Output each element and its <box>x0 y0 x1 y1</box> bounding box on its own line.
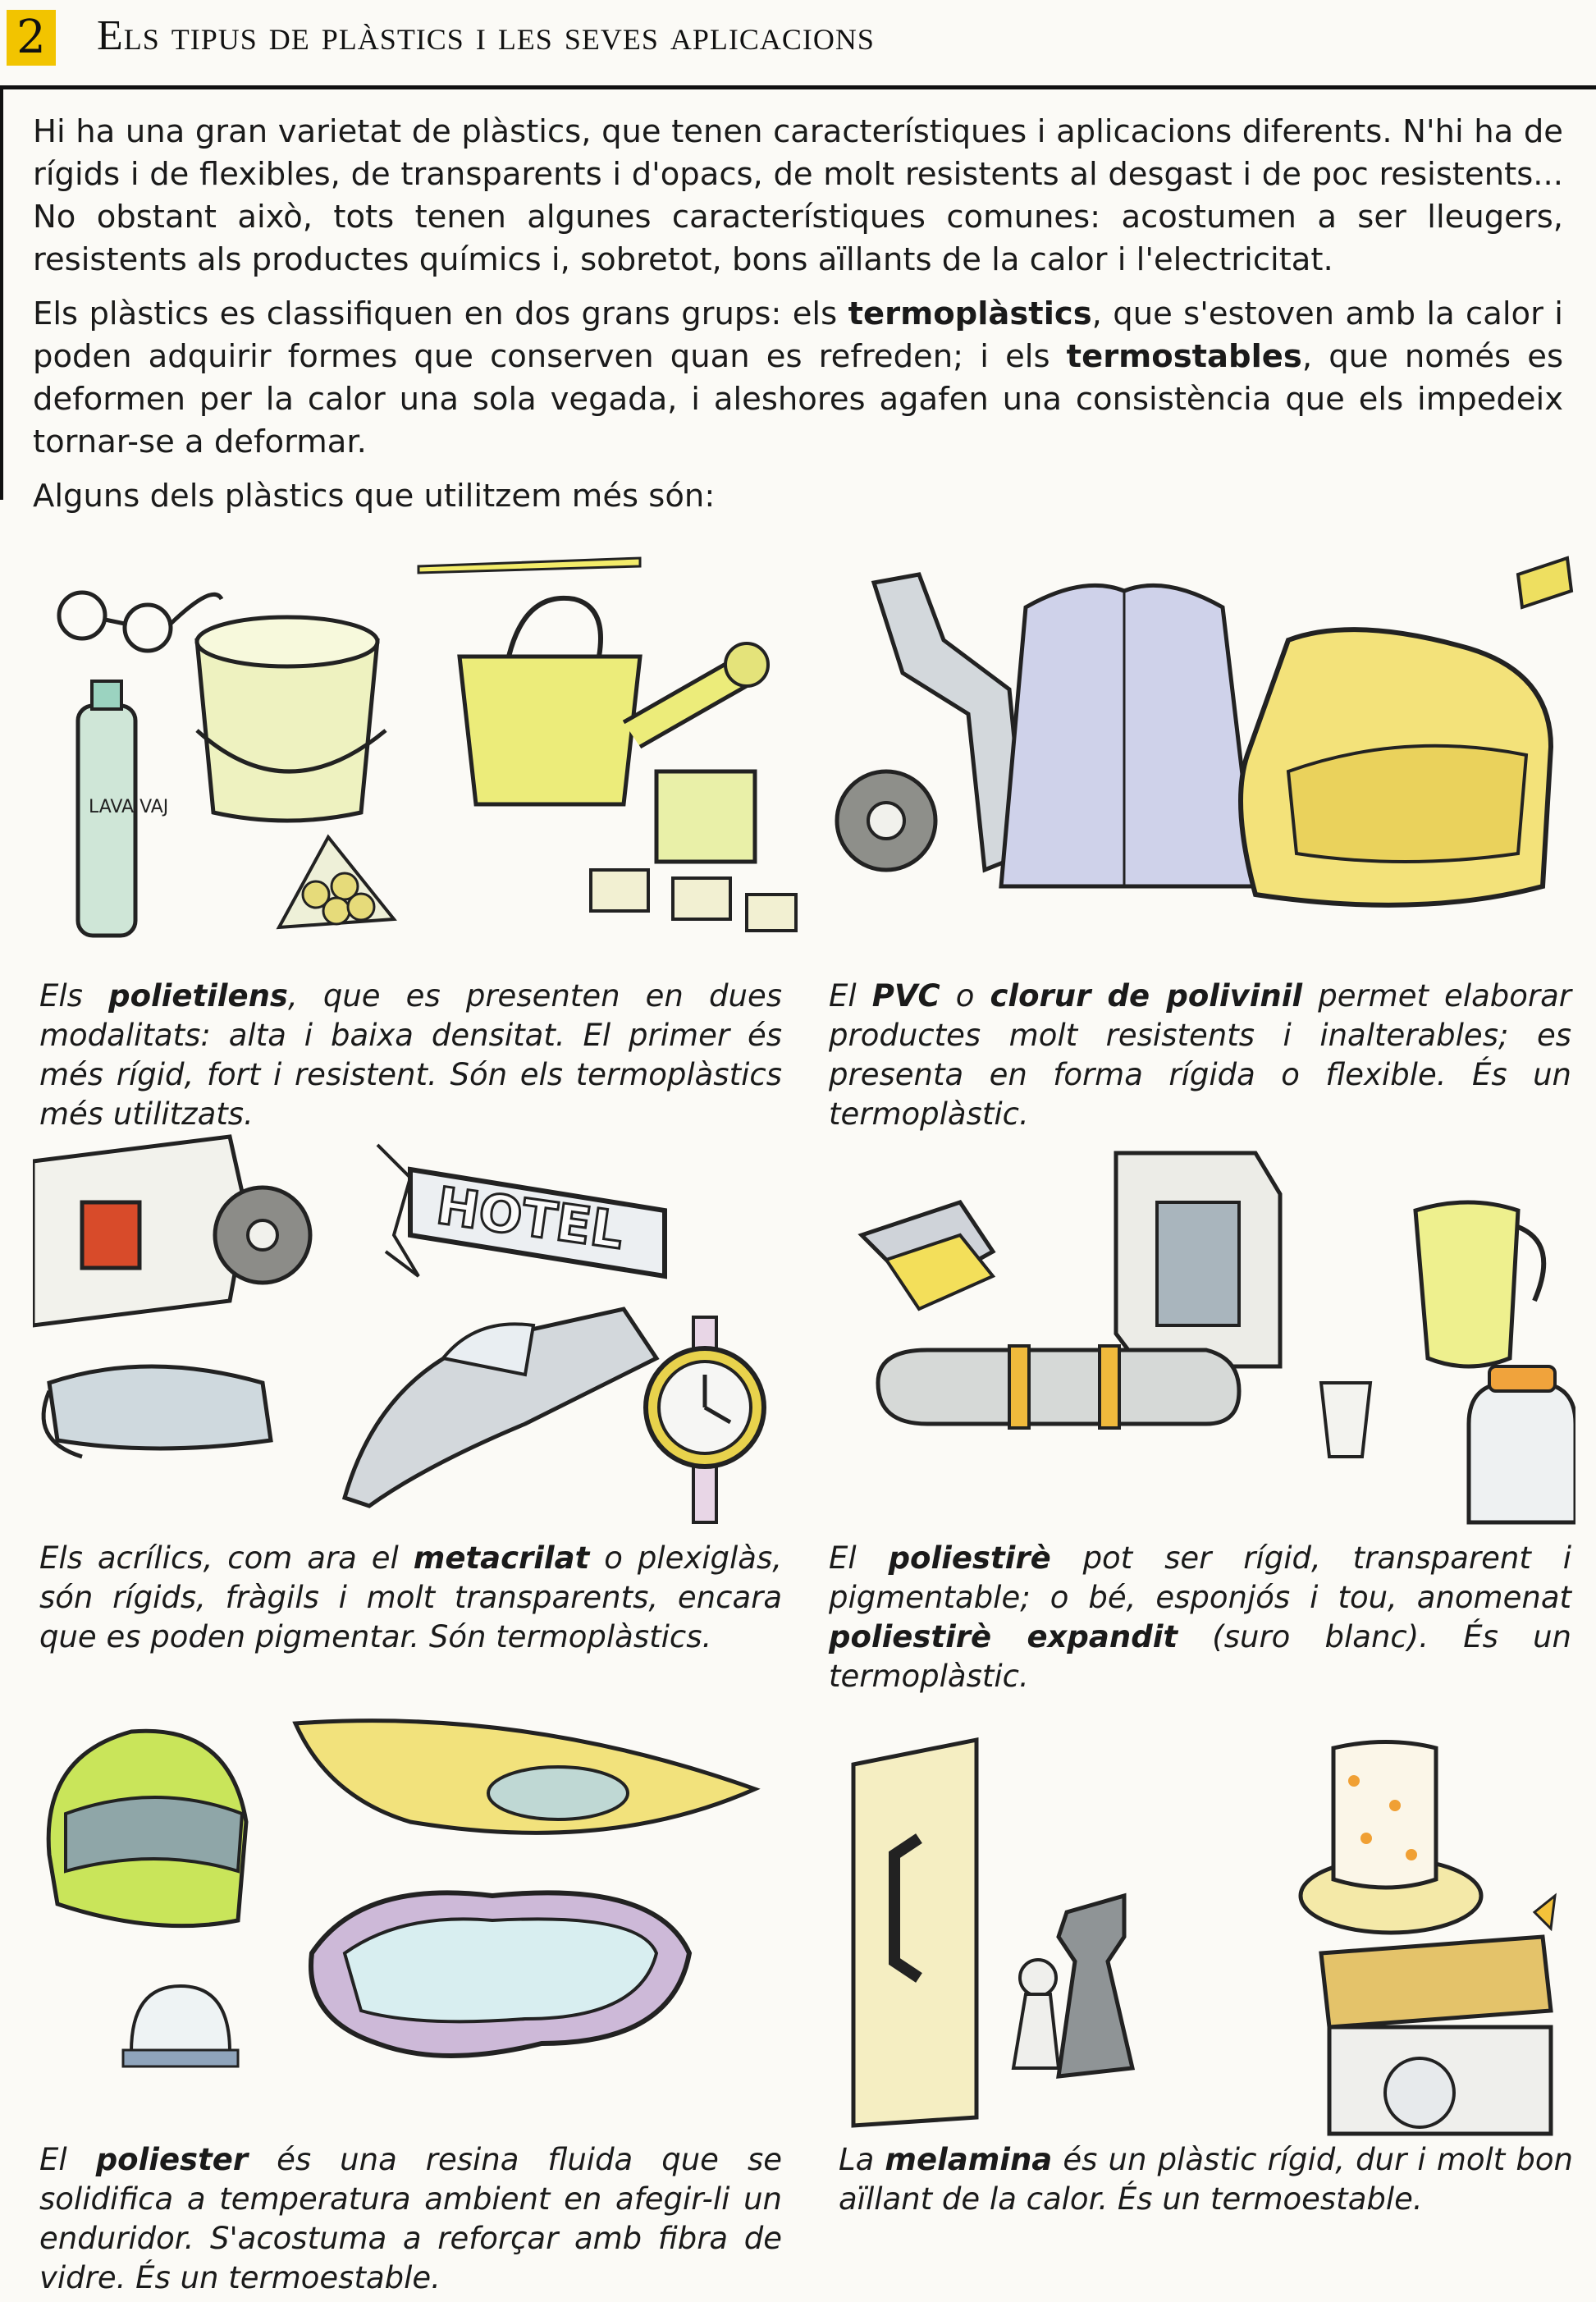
bottle-label: LAVA VAJ <box>89 797 169 817</box>
term-poliestire: poliestirè <box>888 1540 1051 1576</box>
melamina-illustration <box>829 1691 1575 2142</box>
intro-text <box>33 111 1563 529</box>
panel-poliestire <box>829 1112 1575 1694</box>
caption-poliestire: El poliestirè pot ser rígid, transparent i pigmentable; o bé, esponjós i tou, anomenat poliestirè expandit (suro blanc). És un termoplàstic. <box>829 1540 1572 1694</box>
intro-paragraph-2: Els plàstics es classifiquen en dos grans grups: els termoplàstics, que s'estoven amb la calor i poden adquirir formes que conserven quan es refreden; i els termostables, que només es deformen per la calor una sola vegada, i aleshores agafen una consistència que els impedeix tornar-se a deformar. <box>33 295 1563 460</box>
intro-paragraph-1: Hi ha una gran varietat de plàstics, que tenen característiques i aplicacions diferents. N'hi ha de rígids i de flexibles, de transparents i d'opacs, de molt resistents al desgast i de poc resistents... No obstant això, tots tenen algunes característiques comunes: acostumen a ser lleugers, resistents als productes químics i, sobretot, bons aïllants de la calor i l'electricitat. <box>33 113 1563 278</box>
pvc-illustration <box>829 542 1575 968</box>
caption-acrilics: Els acrílics, com ara el metacrilat o plexiglàs, són rígids, fràgils i molt transparents, encara que es poden pigmentar. Són termoplàstics. <box>39 1540 782 1654</box>
term-metacrilat: metacrilat <box>413 1540 590 1576</box>
intro-paragraph-3: Alguns dels plàstics que utilitzem més són: <box>33 478 716 515</box>
polietilens-illustration <box>33 542 804 968</box>
caption-pvc: El PVC o clorur de polivinil permet elaborar productes molt resistents i inalterables; es presenta en forma rígida o flexible. És un termoplàstic. <box>829 978 1571 1132</box>
section-header <box>0 0 1596 90</box>
hotel-sign-text: HOTEL <box>432 1175 628 1261</box>
term-termoplastics: termoplàstics <box>848 295 1092 332</box>
panel-melamina <box>829 1691 1575 2217</box>
section-title: Els tipus de plàstics i les seves aplicacions <box>97 12 875 59</box>
term-pvc: PVC <box>871 978 940 1014</box>
panel-pvc <box>829 542 1575 1132</box>
term-clorur-de-polivinil: clorur de polivinil <box>990 978 1303 1014</box>
section-number: 2 <box>7 10 56 66</box>
term-termostables: termostables <box>1066 338 1302 375</box>
poliester-illustration <box>33 1691 804 2142</box>
term-poliester: poliester <box>95 2142 249 2177</box>
term-poliestire-expandit: poliestirè expandit <box>829 1619 1178 1654</box>
term-melamina: melamina <box>885 2142 1053 2177</box>
panel-polietilens <box>33 542 804 1132</box>
intro-side-bar <box>0 89 3 500</box>
term-polietilens: polietilens <box>108 978 288 1014</box>
header-rule <box>0 85 1596 89</box>
caption-poliester: El poliester és una resina fluida que se solidifica a temperatura ambient en afegir-li un enduridor. S'acostuma a reforçar amb fibra de vidre. És un termoestable. <box>39 2142 783 2295</box>
panel-acrilics <box>33 1112 804 1654</box>
poliestire-illustration <box>829 1112 1575 1531</box>
caption-polietilens: Els polietilens, que es presenten en dues modalitats: alta i baixa densitat. El primer és més rígid, fort i resistent. Són els termoplàstics més utilitzats. <box>39 978 782 1132</box>
acrilics-illustration <box>33 1112 804 1531</box>
panel-poliester <box>33 1691 804 2295</box>
caption-melamina: La melamina és un plàstic rígid, dur i molt bon aïllant de la calor. És un termoestable. <box>839 2142 1573 2217</box>
